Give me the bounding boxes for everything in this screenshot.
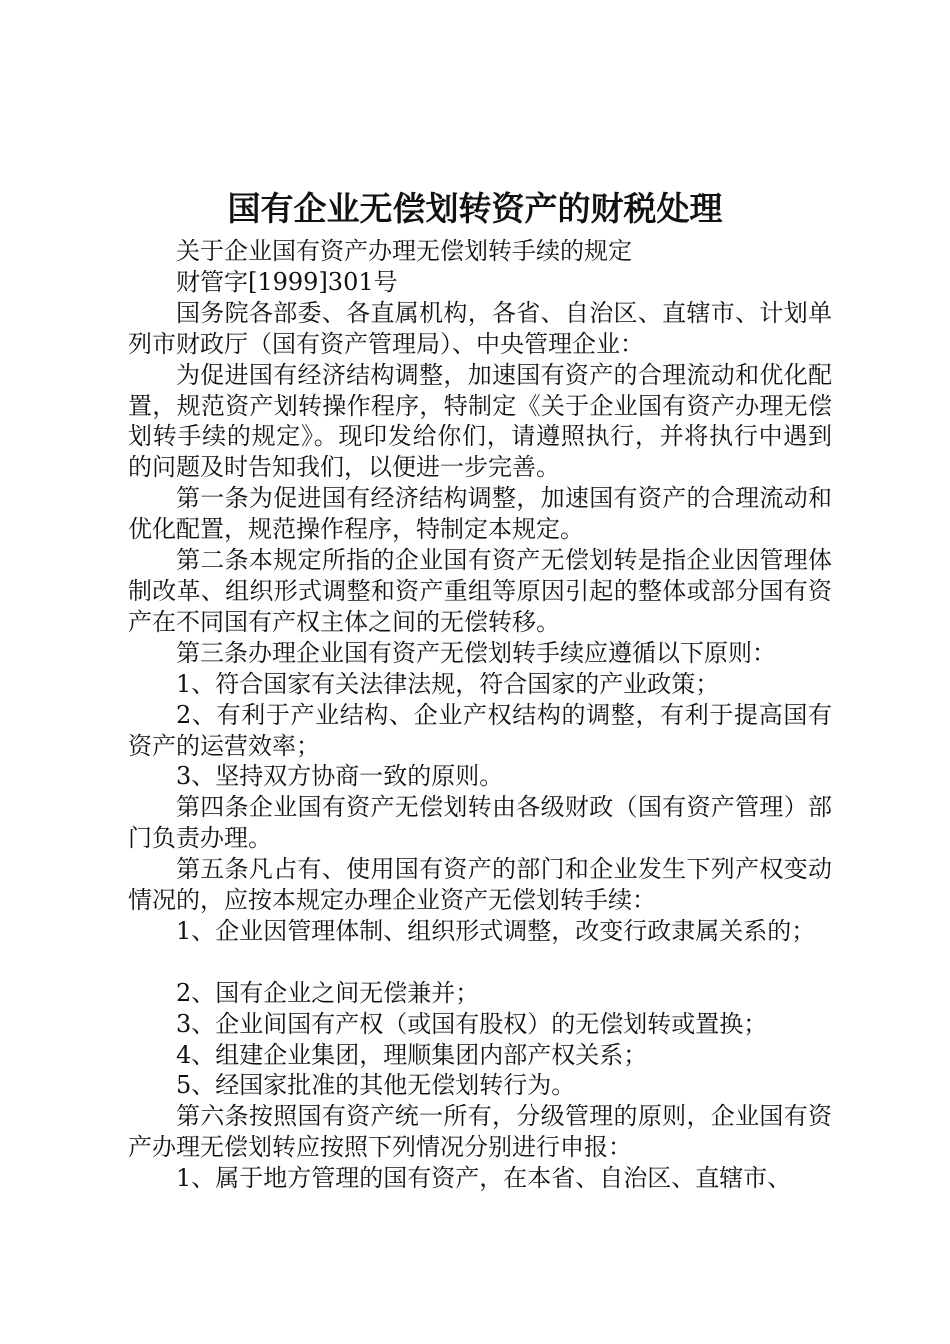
paragraph-article-3: 第三条办理企业国有资产无偿划转手续应遵循以下原则： [176,638,776,667]
paragraph-article-5-item-1: 1、企业因管理体制、组织形式调整，改变行政隶属关系的； [176,916,816,945]
document-title: 国有企业无偿划转资产的财税处理 [227,189,723,228]
paragraph-notice: 为促进国有经济结构调整，加速国有资产的合理流动和优化配置，规范资产划转操作程序，特制定《关于企业国有资产办理无偿划转手续的规定》。现印发给你们，请遵照执行，并将执行中遇到的问题及时告知我们，以便进一步完善。 [128,360,832,482]
paragraph-regulation-title: 关于企业国有资产办理无偿划转手续的规定 [176,237,632,265]
paragraph-addressee: 国务院各部委、各直属机构，各省、自治区、直辖市、计划单列市财政厅（国有资产管理局）、中央管理企业： [128,298,832,358]
paragraph-article-5-item-4: 4、组建企业集团，理顺集团内部产权关系； [176,1040,648,1069]
paragraph-article-5: 第五条凡占有、使用国有资产的部门和企业发生下列产权变动情况的，应按本规定办理企业资产无偿划转手续： [128,855,832,915]
paragraph-article-4: 第四条企业国有资产无偿划转由各级财政（国有资产管理）部门负责办理。 [128,793,832,853]
document-body [128,236,832,1194]
paragraph-doc-number: 财管字[1999]301号 [176,267,398,296]
paragraph-article-1: 第一条为促进国有经济结构调整，加速国有资产的合理流动和优化配置，规范操作程序，特制定本规定。 [128,484,832,544]
paragraph-article-6-item-1: 1、属于地方管理的国有资产，在本省、自治区、直辖市、 [176,1164,792,1193]
paragraph-article-5-item-5: 5、经国家批准的其他无偿划转行为。 [176,1071,576,1100]
paragraph-article-3-item-2: 2、有利于产业结构、企业产权结构的调整，有利于提高国有资产的运营效率； [128,700,832,760]
paragraph-article-6: 第六条按照国有资产统一所有，分级管理的原则，企业国有资产办理无偿划转应按照下列情况分别进行申报： [128,1102,832,1162]
paragraph-article-3-item-1: 1、符合国家有关法律法规，符合国家的产业政策； [176,669,720,698]
paragraph-article-5-item-2: 2、国有企业之间无偿兼并； [176,978,480,1007]
blank-line [128,947,832,978]
paragraph-article-5-item-3: 3、企业间国有产权（或国有股权）的无偿划转或置换； [176,1009,768,1038]
paragraph-article-3-item-3: 3、坚持双方协商一致的原则。 [176,762,504,791]
paragraph-article-2: 第二条本规定所指的企业国有资产无偿划转是指企业因管理体制改革、组织形式调整和资产重组等原因引起的整体或部分国有资产在不同国有产权主体之间的无偿转移。 [128,546,832,636]
